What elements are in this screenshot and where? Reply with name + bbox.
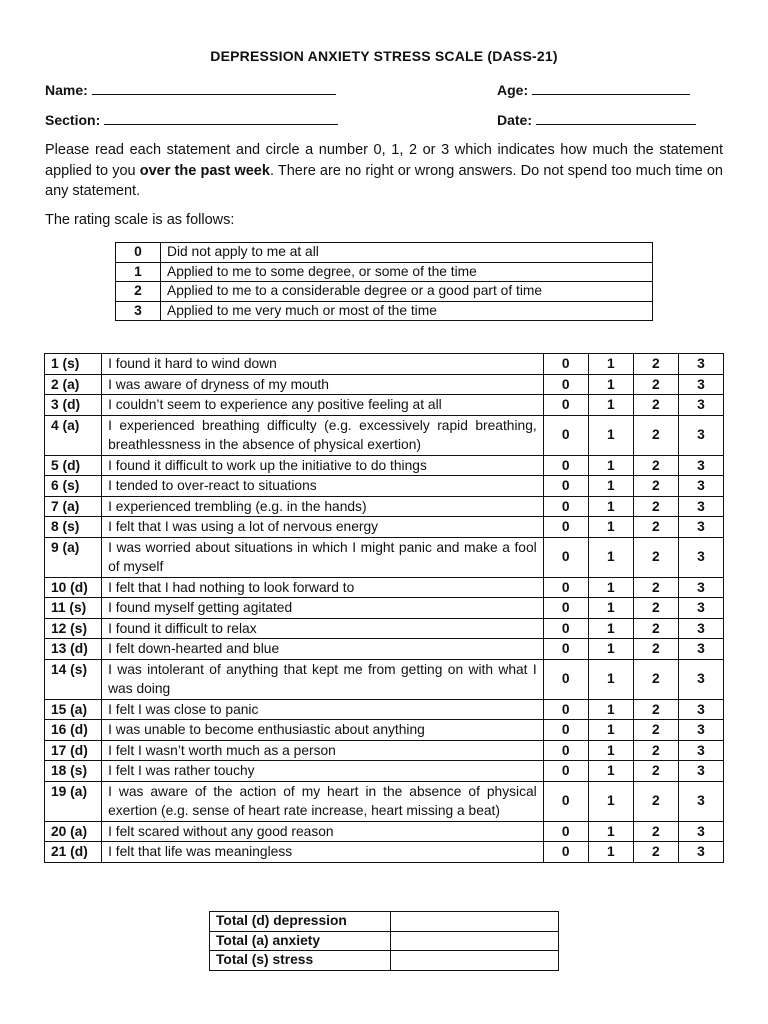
score-option-0[interactable]: 0 bbox=[543, 740, 588, 761]
item-code: 11 (s) bbox=[45, 598, 102, 619]
score-option-2[interactable]: 2 bbox=[633, 699, 678, 720]
item-statement: I felt I was close to panic bbox=[102, 699, 544, 720]
score-option-0[interactable]: 0 bbox=[543, 598, 588, 619]
score-option-0[interactable]: 0 bbox=[543, 842, 588, 863]
item-statement: I was worried about situations in which I might panic and make a fool of myself bbox=[102, 537, 544, 577]
rating-scale-intro: The rating scale is as follows: bbox=[45, 212, 235, 228]
score-option-3[interactable]: 3 bbox=[678, 374, 723, 395]
rating-description: Did not apply to me at all bbox=[161, 243, 653, 263]
total-label: Total (d) depression bbox=[210, 912, 391, 932]
score-option-3[interactable]: 3 bbox=[678, 395, 723, 416]
rating-value: 1 bbox=[116, 262, 161, 282]
item-statement: I was aware of dryness of my mouth bbox=[102, 374, 544, 395]
score-option-3[interactable]: 3 bbox=[678, 761, 723, 782]
score-option-2[interactable]: 2 bbox=[633, 517, 678, 538]
score-option-1[interactable]: 1 bbox=[588, 476, 633, 497]
date-field bbox=[497, 110, 696, 128]
score-option-2[interactable]: 2 bbox=[633, 761, 678, 782]
score-option-1[interactable]: 1 bbox=[588, 415, 633, 455]
score-option-1[interactable]: 1 bbox=[588, 496, 633, 517]
item-code: 12 (s) bbox=[45, 618, 102, 639]
item-statement: I felt down-hearted and blue bbox=[102, 639, 544, 660]
section-input-line[interactable] bbox=[104, 110, 338, 125]
item-code: 14 (s) bbox=[45, 659, 102, 699]
totals-row bbox=[210, 912, 559, 932]
table-row bbox=[45, 496, 724, 517]
item-statement: I felt that I was using a lot of nervous energy bbox=[102, 517, 544, 538]
score-option-2[interactable]: 2 bbox=[633, 740, 678, 761]
score-option-0[interactable]: 0 bbox=[543, 699, 588, 720]
score-option-1[interactable]: 1 bbox=[588, 537, 633, 577]
score-option-3[interactable]: 3 bbox=[678, 517, 723, 538]
item-code: 20 (a) bbox=[45, 821, 102, 842]
item-code: 9 (a) bbox=[45, 537, 102, 577]
score-option-2[interactable]: 2 bbox=[633, 415, 678, 455]
score-option-3[interactable]: 3 bbox=[678, 699, 723, 720]
score-option-0[interactable]: 0 bbox=[543, 821, 588, 842]
total-value-cell[interactable] bbox=[391, 931, 559, 951]
score-option-1[interactable]: 1 bbox=[588, 639, 633, 660]
score-option-2[interactable]: 2 bbox=[633, 781, 678, 821]
age-input-line[interactable] bbox=[532, 80, 690, 95]
score-option-0[interactable]: 0 bbox=[543, 455, 588, 476]
item-statement: I felt I was rather touchy bbox=[102, 761, 544, 782]
score-option-3[interactable]: 3 bbox=[678, 659, 723, 699]
score-option-3[interactable]: 3 bbox=[678, 598, 723, 619]
rating-scale-row bbox=[116, 282, 653, 302]
score-option-3[interactable]: 3 bbox=[678, 415, 723, 455]
score-option-2[interactable]: 2 bbox=[633, 618, 678, 639]
score-option-0[interactable]: 0 bbox=[543, 374, 588, 395]
score-option-1[interactable]: 1 bbox=[588, 659, 633, 699]
item-statement: I was aware of the action of my heart in the absence of physical exertion (e.g. sense of heart rate increase, heart missing a beat) bbox=[102, 781, 544, 821]
item-statement: I found it difficult to relax bbox=[102, 618, 544, 639]
table-row bbox=[45, 659, 724, 699]
item-code: 5 (d) bbox=[45, 455, 102, 476]
item-code: 6 (s) bbox=[45, 476, 102, 497]
instructions-text-2: . There are no right or wrong answers. Do not spend too much time on any statement. bbox=[45, 162, 723, 199]
totals-row bbox=[210, 931, 559, 951]
table-row bbox=[45, 354, 724, 375]
table-row bbox=[45, 699, 724, 720]
rating-value: 2 bbox=[116, 282, 161, 302]
item-statement: I found myself getting agitated bbox=[102, 598, 544, 619]
table-row bbox=[45, 598, 724, 619]
item-statement: I found it hard to wind down bbox=[102, 354, 544, 375]
score-option-2[interactable]: 2 bbox=[633, 598, 678, 619]
score-option-0[interactable]: 0 bbox=[543, 517, 588, 538]
item-statement: I felt that I had nothing to look forward to bbox=[102, 577, 544, 598]
item-code: 18 (s) bbox=[45, 761, 102, 782]
table-row bbox=[45, 374, 724, 395]
item-code: 13 (d) bbox=[45, 639, 102, 660]
item-code: 7 (a) bbox=[45, 496, 102, 517]
section-field bbox=[45, 110, 338, 128]
item-code: 4 (a) bbox=[45, 415, 102, 455]
rating-scale-row bbox=[116, 243, 653, 263]
table-row bbox=[45, 476, 724, 497]
item-code: 15 (a) bbox=[45, 699, 102, 720]
table-row bbox=[45, 415, 724, 455]
table-row bbox=[45, 720, 724, 741]
score-option-2[interactable]: 2 bbox=[633, 476, 678, 497]
score-option-0[interactable]: 0 bbox=[543, 659, 588, 699]
score-option-3[interactable]: 3 bbox=[678, 821, 723, 842]
total-value-cell[interactable] bbox=[391, 912, 559, 932]
table-row bbox=[45, 781, 724, 821]
item-code: 10 (d) bbox=[45, 577, 102, 598]
item-statement: I felt scared without any good reason bbox=[102, 821, 544, 842]
score-option-3[interactable]: 3 bbox=[678, 455, 723, 476]
score-option-2[interactable]: 2 bbox=[633, 354, 678, 375]
score-option-2[interactable]: 2 bbox=[633, 821, 678, 842]
table-row bbox=[45, 395, 724, 416]
rating-description: Applied to me very much or most of the time bbox=[161, 301, 653, 321]
score-option-1[interactable]: 1 bbox=[588, 821, 633, 842]
score-option-3[interactable]: 3 bbox=[678, 740, 723, 761]
instructions-emphasis: over the past week bbox=[139, 162, 270, 179]
item-statement: I couldn’t seem to experience any positive feeling at all bbox=[102, 395, 544, 416]
score-option-3[interactable]: 3 bbox=[678, 781, 723, 821]
score-option-1[interactable]: 1 bbox=[588, 781, 633, 821]
table-row bbox=[45, 618, 724, 639]
score-option-0[interactable]: 0 bbox=[543, 618, 588, 639]
score-option-2[interactable]: 2 bbox=[633, 842, 678, 863]
item-statement: I felt I wasn’t worth much as a person bbox=[102, 740, 544, 761]
total-label: Total (a) anxiety bbox=[210, 931, 391, 951]
item-statement: I felt that life was meaningless bbox=[102, 842, 544, 863]
totals-row bbox=[210, 951, 559, 971]
age-field bbox=[497, 80, 690, 98]
dass-items-table bbox=[44, 353, 724, 863]
score-option-3[interactable]: 3 bbox=[678, 537, 723, 577]
rating-scale-table bbox=[115, 242, 653, 321]
score-option-1[interactable]: 1 bbox=[588, 395, 633, 416]
name-input-line[interactable] bbox=[92, 80, 336, 95]
item-statement: I was intolerant of anything that kept me from getting on with what I was doing bbox=[102, 659, 544, 699]
score-option-0[interactable]: 0 bbox=[543, 395, 588, 416]
table-row bbox=[45, 842, 724, 863]
table-row bbox=[45, 517, 724, 538]
score-option-0[interactable]: 0 bbox=[543, 537, 588, 577]
item-code: 1 (s) bbox=[45, 354, 102, 375]
name-field bbox=[45, 80, 336, 98]
table-row bbox=[45, 639, 724, 660]
score-option-1[interactable]: 1 bbox=[588, 761, 633, 782]
score-option-3[interactable]: 3 bbox=[678, 720, 723, 741]
item-code: 2 (a) bbox=[45, 374, 102, 395]
table-row bbox=[45, 740, 724, 761]
item-code: 16 (d) bbox=[45, 720, 102, 741]
date-label: Date: bbox=[497, 112, 533, 128]
score-option-0[interactable]: 0 bbox=[543, 415, 588, 455]
item-code: 19 (a) bbox=[45, 781, 102, 821]
age-label: Age: bbox=[497, 82, 529, 98]
score-option-1[interactable]: 1 bbox=[588, 517, 633, 538]
score-option-3[interactable]: 3 bbox=[678, 842, 723, 863]
rating-scale-row bbox=[116, 301, 653, 321]
total-label: Total (s) stress bbox=[210, 951, 391, 971]
score-option-2[interactable]: 2 bbox=[633, 374, 678, 395]
score-option-2[interactable]: 2 bbox=[633, 577, 678, 598]
rating-value: 0 bbox=[116, 243, 161, 263]
score-option-3[interactable]: 3 bbox=[678, 618, 723, 639]
score-option-2[interactable]: 2 bbox=[633, 720, 678, 741]
score-option-0[interactable]: 0 bbox=[543, 476, 588, 497]
item-statement: I experienced breathing difficulty (e.g. excessively rapid breathing, breathlessness in the absence of physical exertion) bbox=[102, 415, 544, 455]
table-row bbox=[45, 761, 724, 782]
score-option-2[interactable]: 2 bbox=[633, 639, 678, 660]
form-title: DEPRESSION ANXIETY STRESS SCALE (DASS-21) bbox=[210, 48, 558, 64]
item-statement: I experienced trembling (e.g. in the hands) bbox=[102, 496, 544, 517]
score-option-0[interactable]: 0 bbox=[543, 354, 588, 375]
score-option-3[interactable]: 3 bbox=[678, 577, 723, 598]
table-row bbox=[45, 577, 724, 598]
score-option-1[interactable]: 1 bbox=[588, 598, 633, 619]
score-option-2[interactable]: 2 bbox=[633, 395, 678, 416]
item-code: 8 (s) bbox=[45, 517, 102, 538]
item-statement: I was unable to become enthusiastic about anything bbox=[102, 720, 544, 741]
score-option-1[interactable]: 1 bbox=[588, 354, 633, 375]
score-option-0[interactable]: 0 bbox=[543, 639, 588, 660]
table-row bbox=[45, 455, 724, 476]
rating-scale-row bbox=[116, 262, 653, 282]
totals-table bbox=[209, 911, 559, 971]
rating-value: 3 bbox=[116, 301, 161, 321]
score-option-0[interactable]: 0 bbox=[543, 577, 588, 598]
score-option-1[interactable]: 1 bbox=[588, 374, 633, 395]
score-option-2[interactable]: 2 bbox=[633, 537, 678, 577]
item-statement: I found it difficult to work up the initiative to do things bbox=[102, 455, 544, 476]
instructions-text-1: Please read each statement and circle a number 0, 1, 2 or 3 which indicates how much the statement applied to you bbox=[45, 142, 723, 179]
score-option-0[interactable]: 0 bbox=[543, 761, 588, 782]
date-input-line[interactable] bbox=[536, 110, 696, 125]
score-option-0[interactable]: 0 bbox=[543, 720, 588, 741]
item-code: 17 (d) bbox=[45, 740, 102, 761]
score-option-1[interactable]: 1 bbox=[588, 720, 633, 741]
table-row bbox=[45, 537, 724, 577]
rating-description: Applied to me to some degree, or some of the time bbox=[161, 262, 653, 282]
table-row bbox=[45, 821, 724, 842]
item-statement: I tended to over-react to situations bbox=[102, 476, 544, 497]
score-option-0[interactable]: 0 bbox=[543, 496, 588, 517]
score-option-1[interactable]: 1 bbox=[588, 618, 633, 639]
score-option-2[interactable]: 2 bbox=[633, 455, 678, 476]
score-option-1[interactable]: 1 bbox=[588, 740, 633, 761]
score-option-3[interactable]: 3 bbox=[678, 354, 723, 375]
item-code: 3 (d) bbox=[45, 395, 102, 416]
name-label: Name: bbox=[45, 82, 88, 98]
instructions-paragraph bbox=[45, 140, 723, 202]
score-option-1[interactable]: 1 bbox=[588, 842, 633, 863]
score-option-1[interactable]: 1 bbox=[588, 577, 633, 598]
score-option-3[interactable]: 3 bbox=[678, 639, 723, 660]
item-code: 21 (d) bbox=[45, 842, 102, 863]
section-label: Section: bbox=[45, 112, 101, 128]
total-value-cell[interactable] bbox=[391, 951, 559, 971]
score-option-2[interactable]: 2 bbox=[633, 496, 678, 517]
score-option-3[interactable]: 3 bbox=[678, 476, 723, 497]
score-option-0[interactable]: 0 bbox=[543, 781, 588, 821]
score-option-1[interactable]: 1 bbox=[588, 699, 633, 720]
score-option-3[interactable]: 3 bbox=[678, 496, 723, 517]
score-option-1[interactable]: 1 bbox=[588, 455, 633, 476]
score-option-2[interactable]: 2 bbox=[633, 659, 678, 699]
rating-description: Applied to me to a considerable degree or a good part of time bbox=[161, 282, 653, 302]
